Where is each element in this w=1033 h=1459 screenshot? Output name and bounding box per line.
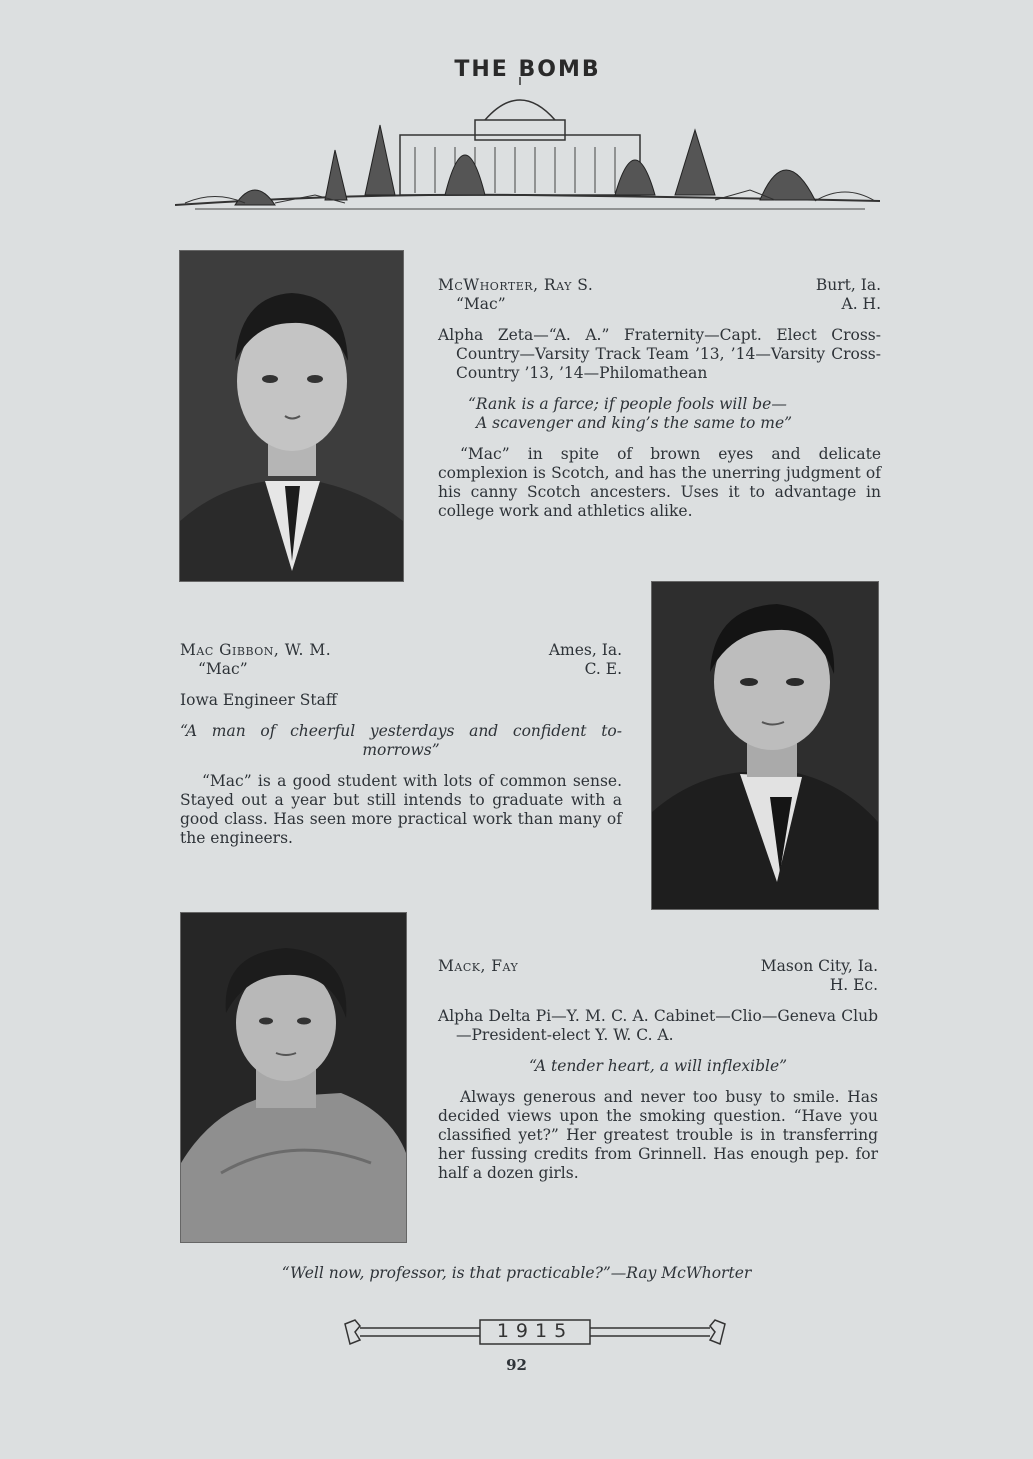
memberships: Alpha Zeta—“A. A.” Fraternity—Capt. Elect Cross-Country—Varsity Track Team ’13, ’14—Varsity Cross-Country ’13, ’14—Philomathean — [438, 326, 881, 382]
memberships: Iowa Engineer Staff — [180, 691, 337, 709]
student-name: McWhorter, Ray S. — [438, 276, 594, 294]
quote — [438, 1057, 878, 1076]
entry-macgibbon — [180, 641, 622, 848]
header-banner — [175, 55, 880, 215]
quote-line: “A man of cheerful yesterdays and confident to- — [180, 722, 622, 740]
quote — [180, 722, 622, 760]
description: “Mac” in spite of brown eyes and delicate complexion is Scotch, and has the unerring judgment of his canny Scotch ancesters. Uses it to advantage in college work and athletics alike. — [438, 445, 881, 520]
student-name: Mack, Fay — [438, 957, 519, 975]
quote-line: “A tender heart, a will inflexible” — [528, 1057, 788, 1075]
quote-line: “Rank is a farce; if people fools will be— — [468, 395, 787, 413]
hometown: Burt, Ia. — [815, 276, 881, 294]
hometown: Mason City, Ia. — [760, 957, 878, 975]
portrait-photo-mcwhorter — [180, 251, 403, 581]
footer-quote: “Well now, professor, is that practicable?”—Ray McWhorter — [281, 1264, 752, 1282]
entry-mack — [438, 957, 878, 1183]
yearbook-title: THE BOMB — [454, 57, 601, 82]
year: 1915 — [496, 1320, 574, 1342]
entry-mcwhorter — [438, 276, 881, 521]
description: “Mac” is a good student with lots of common sense. Stayed out a year but still intends to graduate with a good class. Has seen more practical work than many of the engineers. — [180, 772, 622, 847]
year-banner — [340, 1316, 730, 1348]
nickname: “Mac” — [456, 295, 506, 313]
course: C. E. — [584, 660, 622, 678]
student-name: Mac Gibbon, W. M. — [180, 641, 332, 659]
quote-line: morrows” — [362, 741, 440, 759]
quote — [438, 395, 881, 433]
portrait-photo-macgibbon — [652, 582, 878, 909]
hometown: Ames, Ia. — [548, 641, 622, 659]
description: Always generous and never too busy to smile. Has decided views upon the smoking question. “Have you classified yet?” Her greatest trouble is in transferring her fussing credits from Grinnell. Has enough pep. for half a dozen girls. — [438, 1088, 878, 1182]
portrait-photo-mack — [181, 913, 406, 1242]
quote-line: A scavenger and king’s the same to me” — [476, 414, 793, 432]
course: H. Ec. — [829, 976, 878, 994]
course: A. H. — [841, 295, 881, 313]
page-number: 92 — [506, 1356, 527, 1374]
nickname: “Mac” — [198, 660, 248, 678]
memberships: Alpha Delta Pi—Y. M. C. A. Cabinet—Clio—Geneva Club—President-elect Y. W. C. A. — [438, 1007, 878, 1044]
